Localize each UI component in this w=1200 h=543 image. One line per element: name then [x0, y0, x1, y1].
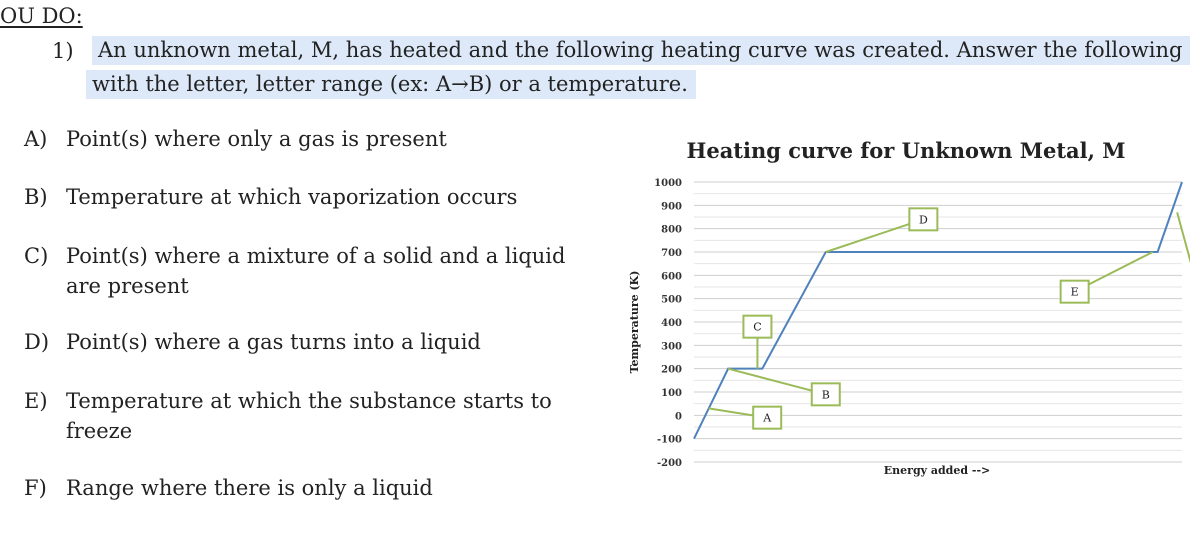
question-text-line-1: An unknown metal, M, has heated and the following heating curve was created. Answer the following	[92, 36, 1190, 65]
annotation-label: D	[918, 213, 928, 227]
item-text: Point(s) where only a gas is present	[66, 127, 447, 151]
item-letter: F)	[24, 476, 47, 500]
annotation-label: E	[1070, 285, 1079, 299]
item-text-continued: are present	[66, 274, 189, 298]
y-tick-label: 700	[661, 248, 682, 259]
item-text: Point(s) where a gas turns into a liquid	[66, 330, 481, 354]
question-number: 1)	[52, 39, 74, 63]
item-text: Temperature at which vaporization occurs	[66, 185, 518, 209]
section-heading: OU DO:	[0, 4, 83, 28]
y-tick-label: 0	[675, 411, 682, 423]
y-tick-label: 200	[661, 364, 682, 376]
annotation-a	[709, 407, 782, 429]
y-tick-label: -200	[656, 458, 682, 469]
annotation-b	[728, 369, 840, 406]
y-tick-label: 100	[661, 388, 682, 399]
item-text: Point(s) where a mixture of a solid and a liquid	[66, 244, 566, 268]
y-tick-label: 600	[661, 271, 682, 283]
y-tick-label: 500	[661, 294, 682, 306]
item-letter: D)	[24, 330, 50, 354]
y-tick-label: 300	[661, 341, 682, 353]
chart-title: Heating curve for Unknown Metal, M	[686, 138, 1126, 163]
y-tick-label: -100	[656, 434, 682, 446]
annotation-label: C	[753, 320, 762, 334]
item-text: Temperature at which the substance starts to	[66, 389, 552, 413]
heating-curve-chart	[620, 132, 1190, 482]
x-axis-label: Energy added -->	[883, 464, 991, 477]
y-tick-label: 1000	[654, 178, 682, 189]
item-letter: A)	[24, 127, 48, 151]
annotation-f	[1177, 212, 1190, 330]
item-text: Range where there is only a liquid	[66, 476, 433, 500]
item-letter: E)	[24, 389, 48, 413]
annotation-d	[826, 208, 938, 252]
annotation-e	[1061, 252, 1153, 303]
item-letter: C)	[24, 244, 49, 268]
y-tick-label: 800	[661, 224, 682, 236]
y-tick-label: 400	[661, 318, 682, 329]
annotation-label: A	[763, 411, 772, 425]
question-text-line-2: with the letter, letter range (ex: A→B) or a temperature.	[86, 70, 696, 99]
item-text-continued: freeze	[66, 419, 133, 443]
y-axis-label: Temperature (K)	[628, 270, 641, 374]
item-letter: B)	[24, 185, 48, 209]
y-tick-label: 900	[661, 201, 682, 213]
annotation-label: B	[821, 388, 830, 402]
